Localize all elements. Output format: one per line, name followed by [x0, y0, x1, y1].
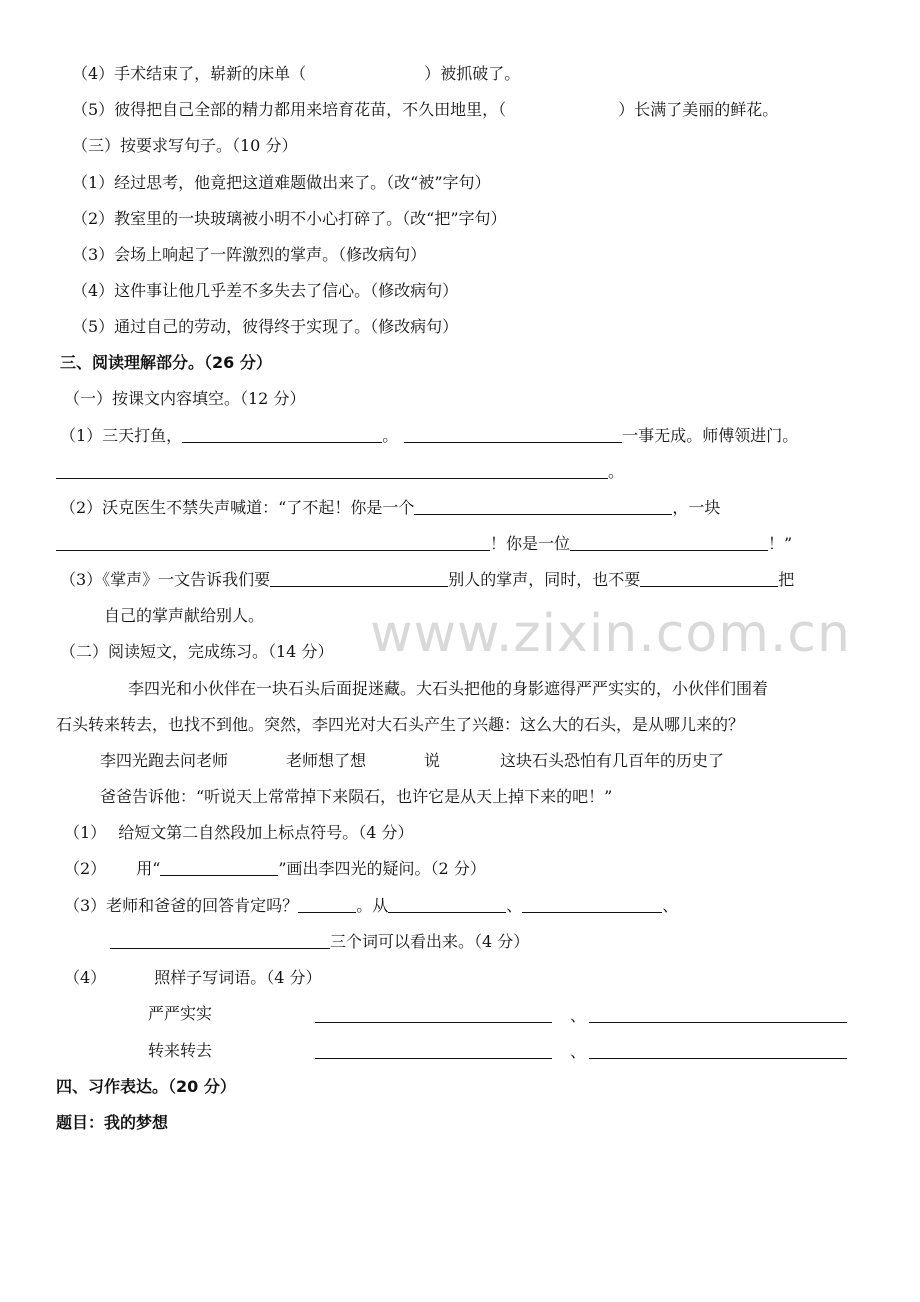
exercise-number: （4） [64, 968, 107, 987]
exercise-text: 用“ [136, 859, 161, 878]
answer-blank[interactable] [110, 932, 330, 949]
passage-fragment: 李四光跑去问老师 [100, 751, 229, 770]
answer-blank[interactable] [270, 570, 448, 587]
answer-blank[interactable] [589, 1022, 847, 1023]
answer-blank[interactable] [640, 570, 778, 587]
item-text: ）长满了美丽的鲜花。 [618, 100, 779, 119]
exercise-1 [64, 821, 413, 845]
exercise-text: （3）老师和爸爸的回答肯定吗？ [64, 896, 299, 915]
answer-blank[interactable] [315, 1058, 552, 1059]
passage-fragment: 老师想了想 [286, 751, 367, 770]
item-text: ！” [768, 534, 793, 553]
exercise-4 [64, 966, 321, 990]
answer-blank[interactable] [388, 896, 506, 913]
answer-blank[interactable] [56, 462, 608, 479]
item-text: （2）沃克医生不禁失声喊道：“了不起！你是一个 [60, 498, 415, 517]
exercise-3 [64, 894, 678, 918]
fill-item-4 [72, 62, 520, 86]
fill-item-1 [60, 424, 798, 448]
example-word: 转来转去 [148, 1041, 213, 1060]
fill-item-2-cont [56, 532, 792, 556]
answer-blank[interactable] [56, 534, 490, 551]
question-item: （3）会场上响起了一阵激烈的掌声。（修改病句） [72, 245, 427, 264]
fill-item-3 [60, 568, 794, 592]
fill-item-5 [72, 98, 778, 122]
part-heading: 三、阅读理解部分。（26 分） [60, 353, 272, 372]
item-text: 别人的掌声，同时，也不要 [448, 570, 641, 589]
passage-fragment: 这块石头恐怕有几百年的历史了 [500, 751, 725, 770]
answer-blank[interactable] [570, 534, 768, 551]
question-item: （5）通过自己的劳动，彼得终于实现了。（修改病句） [72, 317, 459, 336]
section-heading: （二）阅读短文，完成练习。（14 分） [60, 642, 334, 661]
item-text: ，一块 [672, 498, 721, 517]
item-text: （1）三天打鱼， [60, 426, 183, 445]
exercise-text: 三个词可以看出来。（4 分） [330, 932, 530, 951]
section-heading: （三）按要求写句子。（10 分） [72, 136, 298, 155]
item-text: （5）彼得把自己全部的精力都用来培育花苗，不久田地里，（ [72, 100, 507, 119]
exercise-text: ”画出李四光的疑问。（2 分） [278, 859, 486, 878]
separator: 、 [570, 1042, 587, 1061]
passage-line: 李四光和小伙伴在一块石头后面捉迷藏。大石头把他的身影遮得严严实实的，小伙伴们围着 [128, 679, 769, 698]
question-item: （4）这件事让他几乎差不多失去了信心。（修改病句） [72, 281, 459, 300]
passage-fragment: 说 [424, 751, 441, 770]
item-text: 把 [778, 570, 795, 589]
exercise-2 [64, 857, 486, 881]
part-heading: 四、习作表达。（20 分） [56, 1077, 236, 1096]
answer-blank[interactable] [298, 896, 356, 913]
exercise-text: 、 [506, 896, 523, 915]
exercise-3-cont [110, 930, 529, 954]
exercise-text: 。从 [356, 896, 389, 915]
answer-blank[interactable] [182, 426, 382, 443]
example-word: 严严实实 [148, 1004, 213, 1023]
answer-blank[interactable] [160, 859, 278, 876]
item-text: （3）《掌声》一文告诉我们要 [60, 570, 271, 589]
answer-blank[interactable] [414, 498, 672, 515]
question-item: （2）教室里的一块玻璃被小明不小心打碎了。（改“把”字句） [72, 209, 507, 228]
passage-line: 爸爸告诉他：“听说天上常常掉下来陨石，也许它是从天上掉下来的吧！” [100, 787, 613, 806]
item-text: （4）手术结束了，崭新的床单（ [72, 64, 307, 83]
item-text: ）被抓破了。 [424, 64, 521, 83]
answer-blank[interactable] [522, 896, 662, 913]
item-text: ！你是一位 [490, 534, 571, 553]
separator: 、 [570, 1006, 587, 1025]
fill-item-3-cont: 自己的掌声献给别人。 [104, 606, 265, 625]
passage-line: 石头转来转去，也找不到他。突然，李四光对大石头产生了兴趣：这么大的石头，是从哪儿来的？ [56, 715, 745, 734]
section-heading: （一）按课文内容填空。（12 分） [64, 389, 306, 408]
item-text: 。 [382, 426, 399, 445]
exercise-number: （2） [64, 859, 107, 878]
question-item: （1）经过思考，他竟把这道难题做出来了。（改“被”字句） [72, 173, 491, 192]
answer-blank[interactable] [315, 1022, 552, 1023]
passage-line [100, 749, 724, 773]
essay-topic: 题目：我的梦想 [56, 1113, 169, 1132]
exercise-text: 照样子写词语。（4 分） [154, 968, 322, 987]
item-text: 。 [608, 462, 625, 481]
exercise-number: （1） [64, 823, 107, 842]
answer-blank[interactable] [589, 1058, 847, 1059]
fill-item-2 [60, 496, 720, 520]
exercise-text: 给短文第二自然段加上标点符号。（4 分） [118, 823, 414, 842]
answer-blank[interactable] [404, 426, 622, 443]
item-text: 一事无成。师傅领进门。 [622, 426, 799, 445]
watermark: www.zixin.com.cn [370, 604, 851, 664]
fill-item-1-cont [56, 460, 624, 484]
exercise-text: 、 [662, 896, 679, 915]
